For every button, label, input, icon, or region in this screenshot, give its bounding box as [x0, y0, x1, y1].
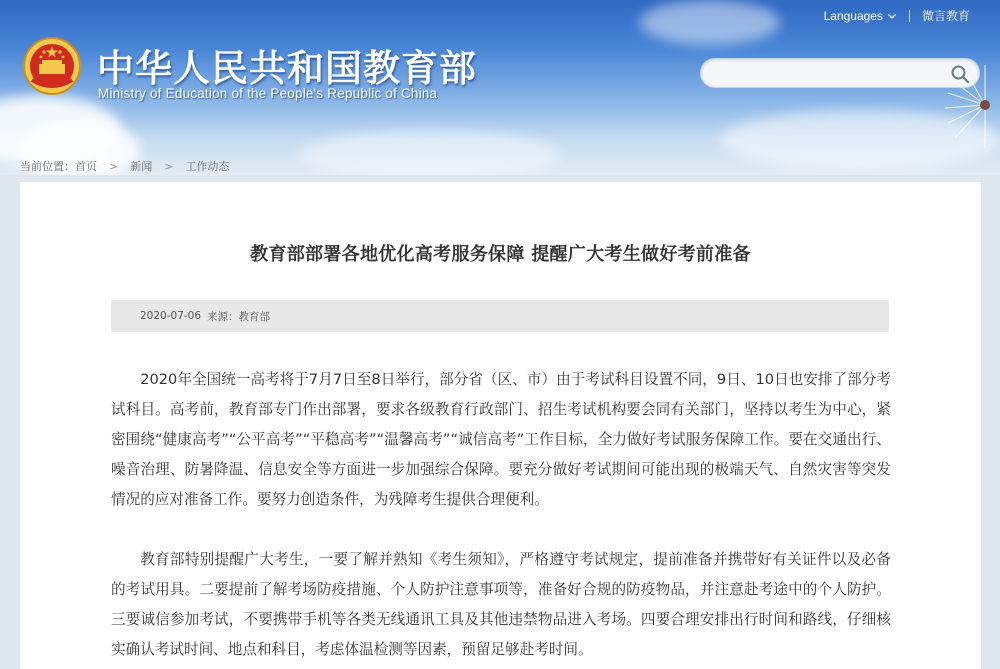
breadcrumb — [20, 158, 229, 174]
site-title[interactable]: 中华人民共和国教育部 — [97, 47, 477, 90]
breadcrumb-news[interactable]: 新闻 — [130, 160, 153, 173]
dandelion-decoration — [940, 60, 1000, 150]
article-paragraph: 教育部特别提醒广大考生，一要了解并熟知《考生须知》，严格遵守考试规定，提前准备并携带好有关证件以及必备的考试用具。二要提前了解考场防疫措施、个人防护注意事项等，准备好合规的防疫物品，并注意赴考途中的个人防护。三要诚信参加考试，不要携带手机等各类无线通讯工具及其他违禁物品进入考场。四要合理安排出行时间和路线，仔细核实确认考试时间、地点和科目，考虑体温检测等因素，预留足够赴考时间。 — [111, 551, 891, 658]
breadcrumb-home[interactable]: 首页 — [75, 160, 97, 173]
site-subtitle: Ministry of Education of the People's Republic of China — [98, 86, 438, 101]
article-paragraph: 2020年全国统一高考将于7月7日至8日举行，部分省（区、市）由于考试科目设置不同，9日、10日也安排了部分考试科目。高考前，教育部专门作出部署，要求各级教育行政部门、招生考试机构要会同有关部门，坚持以考生为中心，紧密围绕“健康高考”“公平高考”“平稳高考”“温馨高考”“诚信高考”工作目标，全力做好考试服务保障工作。要在交通出行、噪音治理、防暑降温、信息安全等方面进一步加强综合保障。要充分做好考试期间可能出现的极端天气、自然灾害等突发情况的应对准备工作。要努力创造条件，为残障考生提供合理便利。 — [111, 371, 891, 508]
chevron-right-icon: > — [109, 159, 119, 173]
article-meta — [111, 300, 889, 332]
cloud-decoration — [640, 0, 780, 45]
search-box — [700, 58, 980, 88]
search-input[interactable] — [713, 63, 943, 85]
article-title: 教育部部署各地优化高考服务保障 提醒广大考生做好考前准备 — [250, 244, 751, 265]
wechat-link[interactable]: 微言教育 — [921, 9, 970, 23]
national-emblem-icon[interactable] — [22, 36, 82, 96]
top-links — [824, 7, 970, 24]
article-body — [111, 365, 891, 669]
languages-dropdown[interactable] — [824, 9, 897, 23]
breadcrumb-work-updates[interactable]: 工作动态 — [185, 160, 230, 173]
site-header — [0, 0, 1000, 175]
chevron-right-icon: > — [164, 159, 174, 173]
languages-label: Languages — [823, 8, 883, 23]
article-card — [20, 182, 981, 669]
breadcrumb-prefix: 当前位置： — [20, 160, 75, 173]
article-date: 2020-07-06 — [140, 310, 202, 322]
cloud-decoration — [300, 130, 560, 175]
chevron-down-icon — [887, 11, 897, 21]
article-source: 来源：教育部 — [207, 310, 271, 323]
divider — [909, 10, 910, 22]
